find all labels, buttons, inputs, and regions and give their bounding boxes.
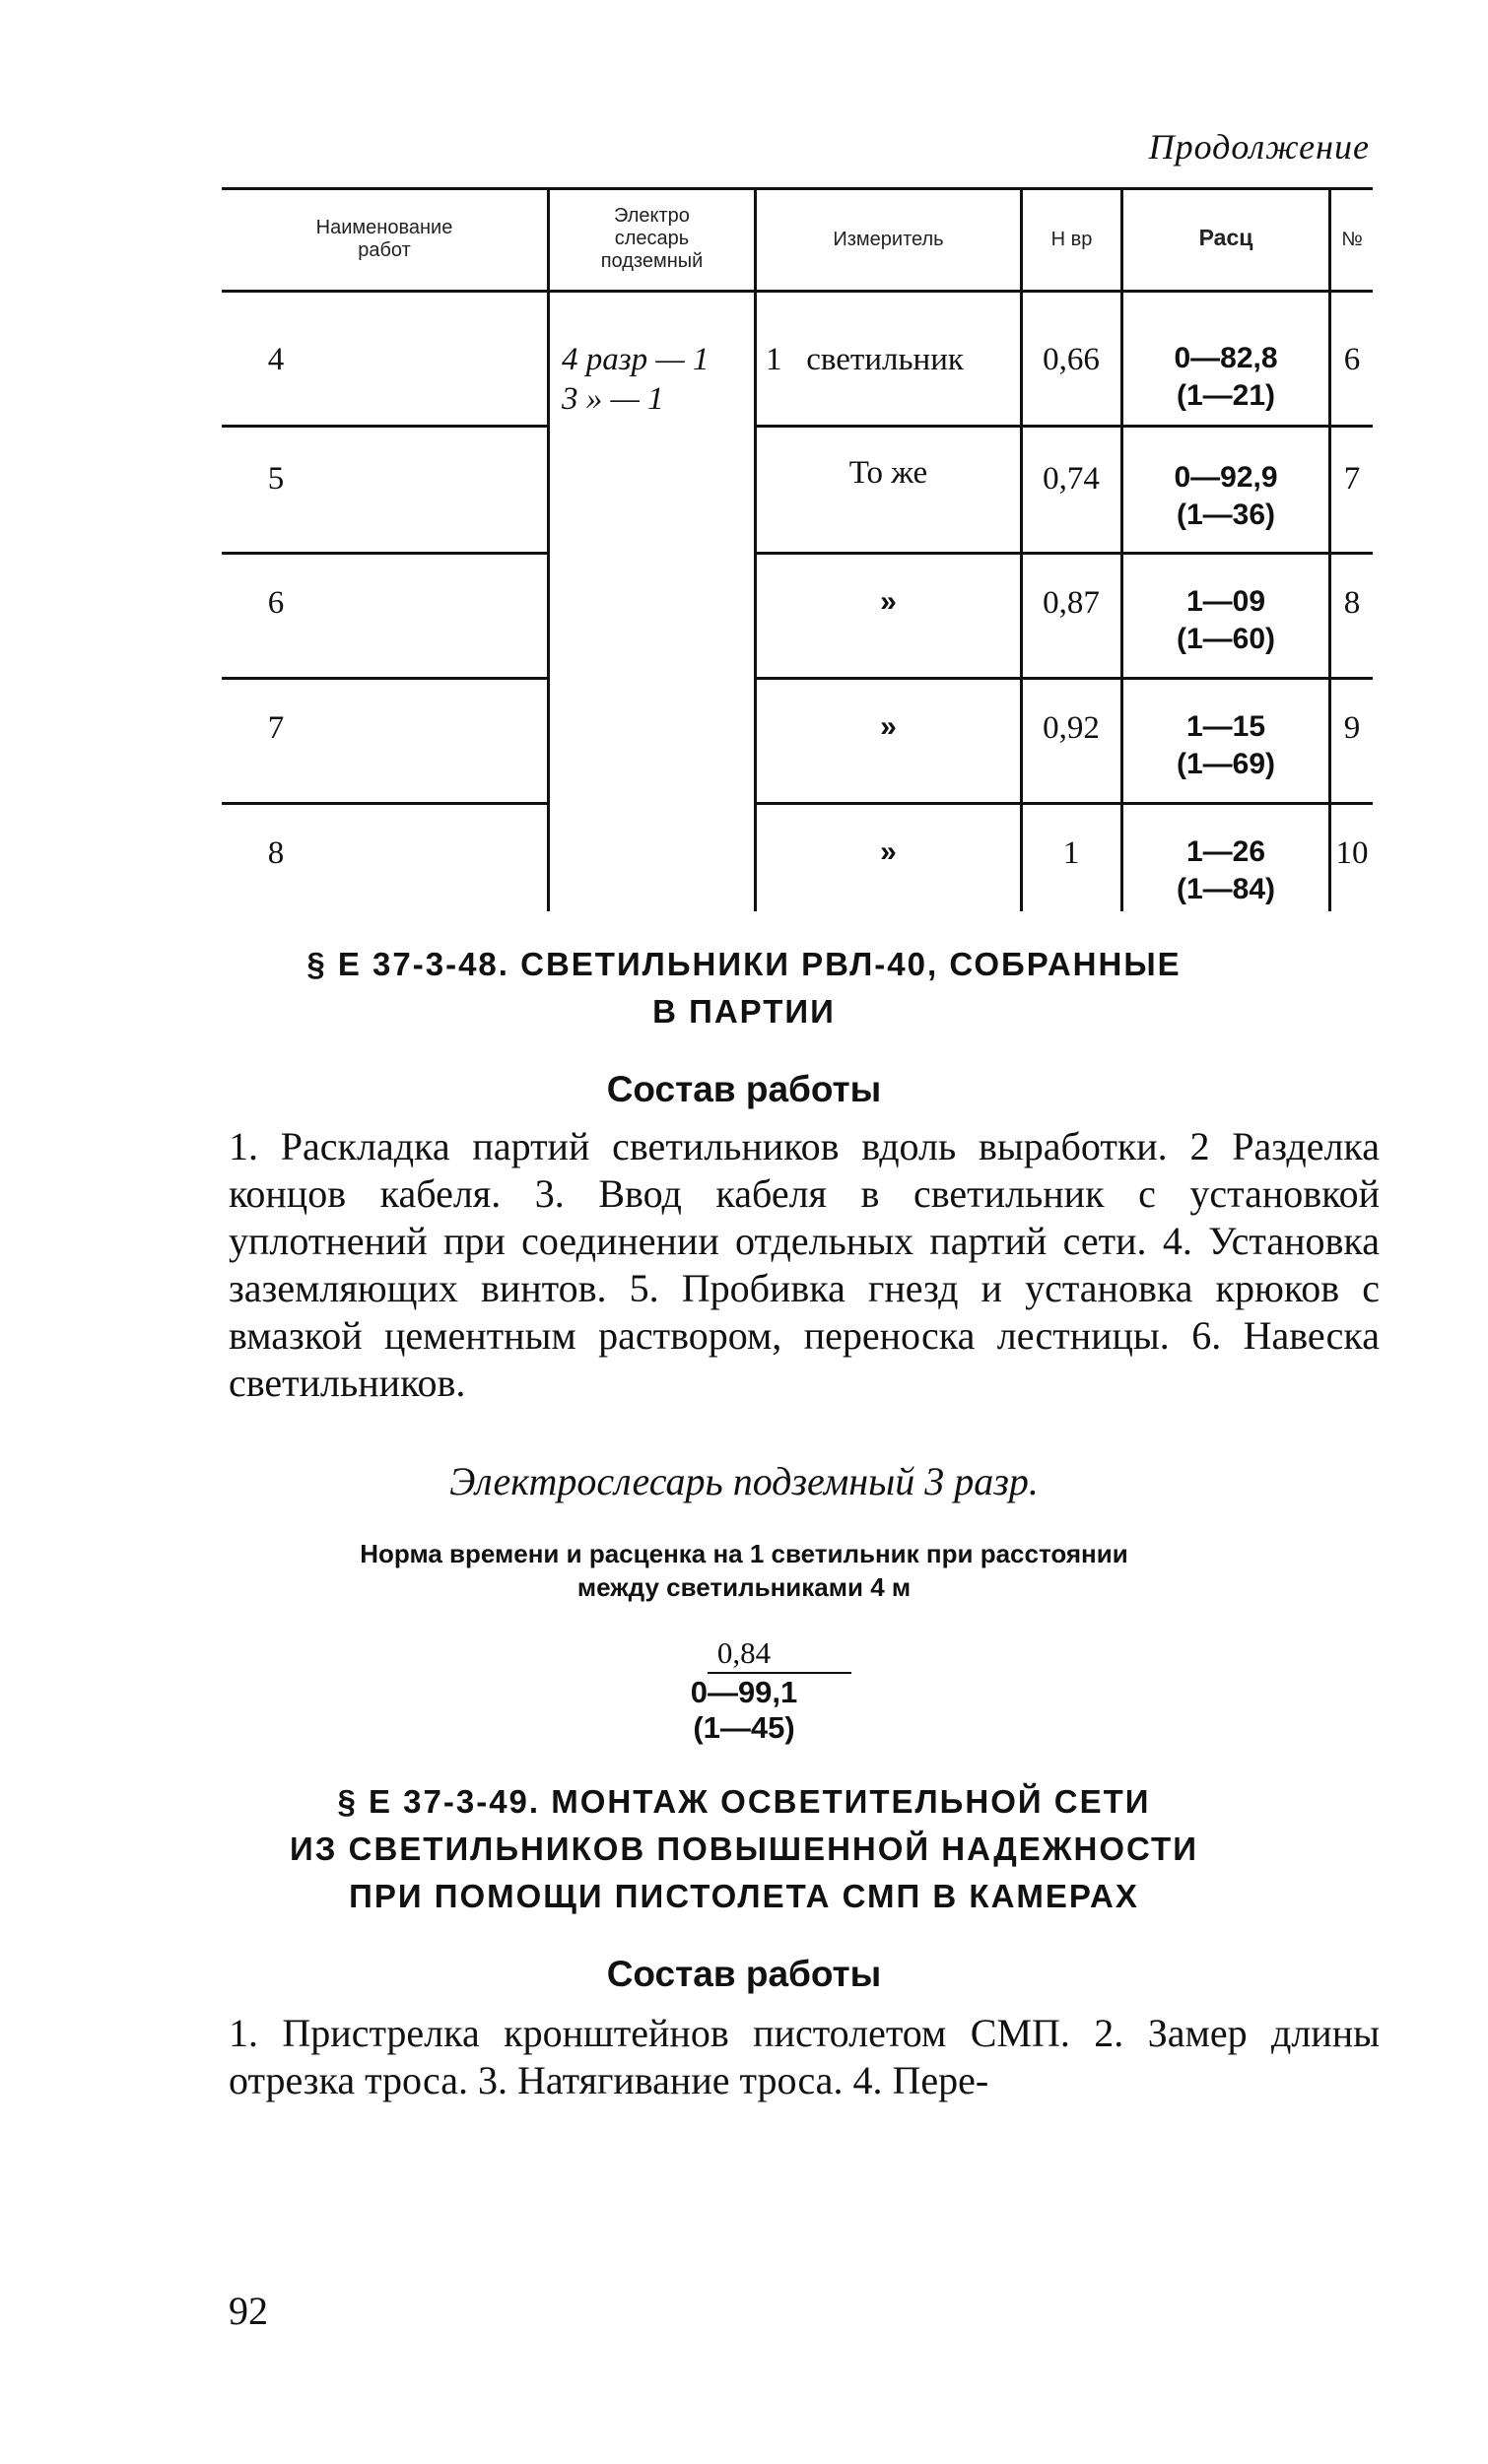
header-worker: Электро слесарь подземный xyxy=(600,205,704,272)
row-rule xyxy=(222,425,547,428)
continuation-label: Продолжение xyxy=(1148,127,1370,166)
row-name: 6 xyxy=(267,585,285,621)
section-48-norm-caption: Норма времени и расценка на 1 светильник при расстоянии между светильниками 4 м xyxy=(360,1539,1128,1602)
row-rate: 1—26 (1—84) xyxy=(1176,835,1276,905)
row-rule xyxy=(754,552,1373,555)
fraction-line xyxy=(708,1672,851,1674)
page-number: 92 xyxy=(229,2289,268,2333)
row-meter: То же xyxy=(848,455,928,491)
row-name: 5 xyxy=(267,461,285,497)
row-rate: 0—92,9 (1—36) xyxy=(1174,461,1278,531)
row-number: 10 xyxy=(1335,835,1369,871)
row-name: 8 xyxy=(267,835,285,871)
section-49-title: § Е 37-3-49. МОНТАЖ ОСВЕТИТЕЛЬНОЙ СЕТИ ИЗ СВЕТИЛЬНИКОВ ПОВЫШЕННОЙ НАДЕЖНОСТИ ПРИ ПОМОЩИ ПИСТОЛЕТА СМП В КАМЕРАХ xyxy=(290,1783,1198,1914)
row-rule xyxy=(754,425,1373,428)
row-meter: » xyxy=(880,585,897,618)
row-number: 6 xyxy=(1343,342,1361,377)
header-number: № xyxy=(1341,229,1363,250)
col-rule xyxy=(547,187,550,911)
row-meter: » xyxy=(880,710,897,743)
row-rule xyxy=(222,802,547,805)
row-rule xyxy=(222,677,547,680)
row-meter: » xyxy=(880,835,897,868)
col-rule xyxy=(1328,187,1331,911)
row-number: 8 xyxy=(1343,585,1361,621)
table-header-rule xyxy=(222,290,1373,293)
section-48-title: § Е 37-3-48. СВЕТИЛЬНИКИ РВЛ-40, СОБРАННЫЕ В ПАРТИИ xyxy=(306,946,1182,1030)
col-rule xyxy=(1020,187,1023,911)
row-norm: 0,87 xyxy=(1043,585,1100,621)
header-rate: Расц xyxy=(1198,225,1253,250)
section-48-rate-value-alt: (1—45) xyxy=(693,1710,795,1745)
col-rule xyxy=(1120,187,1123,911)
section-48-worker: Электрослесарь подземный 3 разр. xyxy=(449,1459,1039,1503)
table-top-rule xyxy=(222,187,1373,190)
section-48-subhead: Состав работы xyxy=(606,1069,882,1109)
row-norm: 0,66 xyxy=(1043,342,1100,377)
row-rate: 1—09 (1—60) xyxy=(1176,585,1276,655)
row-number: 7 xyxy=(1343,461,1361,497)
rates-table xyxy=(222,187,1373,911)
header-norm: Н вр xyxy=(1050,229,1093,250)
row-rate: 1—15 (1—69) xyxy=(1176,710,1276,780)
row-rule xyxy=(754,677,1373,680)
header-meter: Измеритель xyxy=(833,229,944,250)
section-48-body: 1. Раскладка партий светильников вдоль выработки. 2 Разделка концов кабеля. 3. Ввод кабеля в светильник с установкой уплотнений при соединении отдельных партий сети. 4. Установка заземляющих винтов. 5. Пробивка гнезд и установка крюков с вмазкой цементным раствором, переноска лестницы. 6. Навеска светильников. xyxy=(229,1124,1380,1405)
row-name: 4 xyxy=(267,342,285,377)
col-rule xyxy=(754,187,757,911)
row-norm: 0,74 xyxy=(1043,461,1100,497)
section-48-norm-value: 0,84 xyxy=(716,1635,772,1670)
row-meter: 1 светильник xyxy=(766,342,964,377)
row-rate: 0—82,8 (1—21) xyxy=(1174,342,1278,412)
row-rule xyxy=(222,552,547,555)
section-49-subhead: Состав работы xyxy=(606,1954,882,1994)
row-norm: 0,92 xyxy=(1043,710,1100,746)
row-norm: 1 xyxy=(1062,835,1080,871)
row-name: 7 xyxy=(267,710,285,746)
section-49-body: 1. Пристрелка кронштейнов пистолетом СМП. 2. Замер длины отрезка троса. 3. Натягивание троса. 4. Пере- xyxy=(229,2011,1380,2102)
worker-cell: 4 разр — 1 3 » — 1 xyxy=(562,342,710,417)
section-48-rate-value: 0—99,1 xyxy=(690,1675,798,1709)
header-name: Наименование работ xyxy=(315,217,453,261)
row-number: 9 xyxy=(1343,710,1361,746)
row-rule xyxy=(754,802,1373,805)
